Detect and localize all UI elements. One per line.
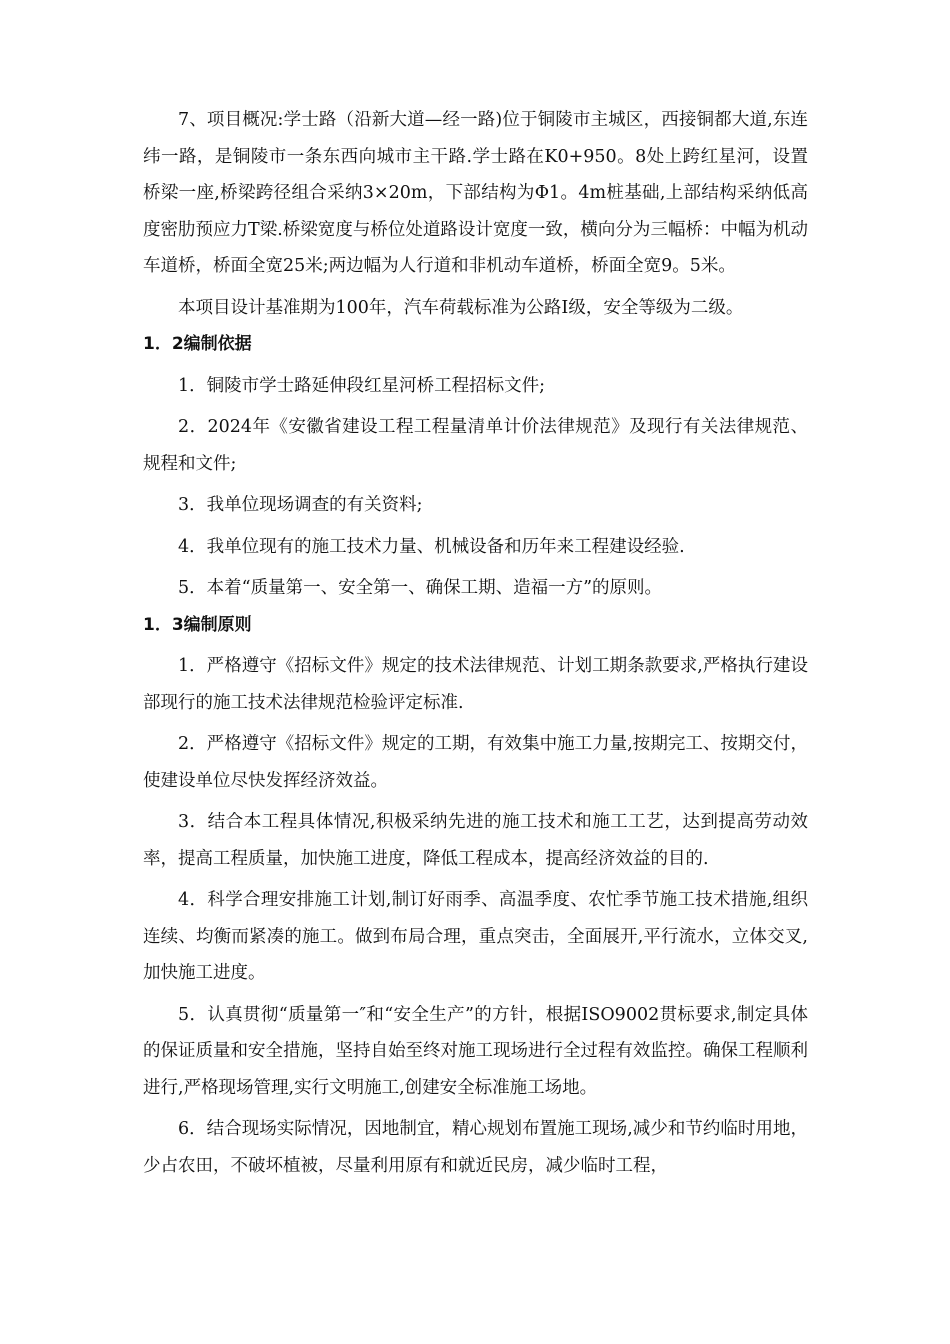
- design-standard-paragraph: 本项目设计基准期为100年，汽车荷载标准为公路Ⅰ级，安全等级为二级。: [178, 297, 744, 318]
- principle-item: 3．结合本工程具体情况,积极采纳先进的施工技术和施工工艺，达到提高劳动效率，提高工程质量，加快施工进度，降低工程成本，提高经济效益的目的.: [143, 812, 808, 869]
- basis-item: 2．2024年《安徽省建设工程工程量清单计价法律规范》及现行有关法律规范、规程和文件;: [143, 417, 808, 474]
- document-body: [143, 102, 808, 1184]
- basis-item: 4．我单位现有的施工技术力量、机械设备和历年来工程建设经验.: [178, 536, 685, 557]
- principle-item: 1．严格遵守《招标文件》规定的技术法律规范、计划工期条款要求,严格执行建设部现行的施工技术法律规范检验评定标准.: [143, 656, 808, 713]
- project-overview-paragraph: 7、项目概况:学士路（沿新大道—经一路)位于铜陵市主城区，西接铜都大道,东连纬一路，是铜陵市一条东西向城市主干路.学士路在K0+950。8处上跨红星河，设置桥梁一座,桥梁跨径组合采纳3×20m，下部结构为Φ1。4m桩基础,上部结构采纳低高度密肋预应力T梁.桥梁宽度与桥位处道路设计宽度一致，横向分为三幅桥：中幅为机动车道桥，桥面全宽25米;两边幅为人行道和非机动车道桥，桥面全宽9。5米。: [143, 110, 808, 276]
- principle-item: 4．科学合理安排施工计划,制订好雨季、高温季度、农忙季节施工技术措施,组织连续、均衡而紧凑的施工。做到布局合理，重点突击，全面展开,平行流水，立体交叉,加快施工进度。: [143, 890, 808, 983]
- principle-item: 6．结合现场实际情况，因地制宜，精心规划布置施工现场,减少和节约临时用地，少占农田，不破坏植被，尽量利用原有和就近民房，减少临时工程，: [143, 1119, 808, 1176]
- basis-item: 5．本着“质量第一、安全第一、确保工期、造福一方”的原则。: [178, 578, 663, 598]
- section-heading-basis: 1．2编制依据: [143, 334, 252, 354]
- basis-item: 1．铜陵市学士路延伸段红星河桥工程招标文件;: [178, 375, 546, 396]
- principle-item: 5．认真贯彻“质量第一″和“安全生产”的方针，根据ISO9002贯标要求,制定具体的保证质量和安全措施，坚持自始至终对施工现场进行全过程有效监控。确保工程顺利进行,严格现场管理,实行文明施工,创建安全标准施工场地。: [143, 1004, 808, 1098]
- basis-item: 3．我单位现场调查的有关资料;: [178, 495, 423, 515]
- principle-item: 2．严格遵守《招标文件》规定的工期，有效集中施工力量,按期完工、按期交付，使建设单位尽快发挥经济效益。: [143, 734, 808, 791]
- section-heading-principles: 1．3编制原则: [143, 614, 252, 635]
